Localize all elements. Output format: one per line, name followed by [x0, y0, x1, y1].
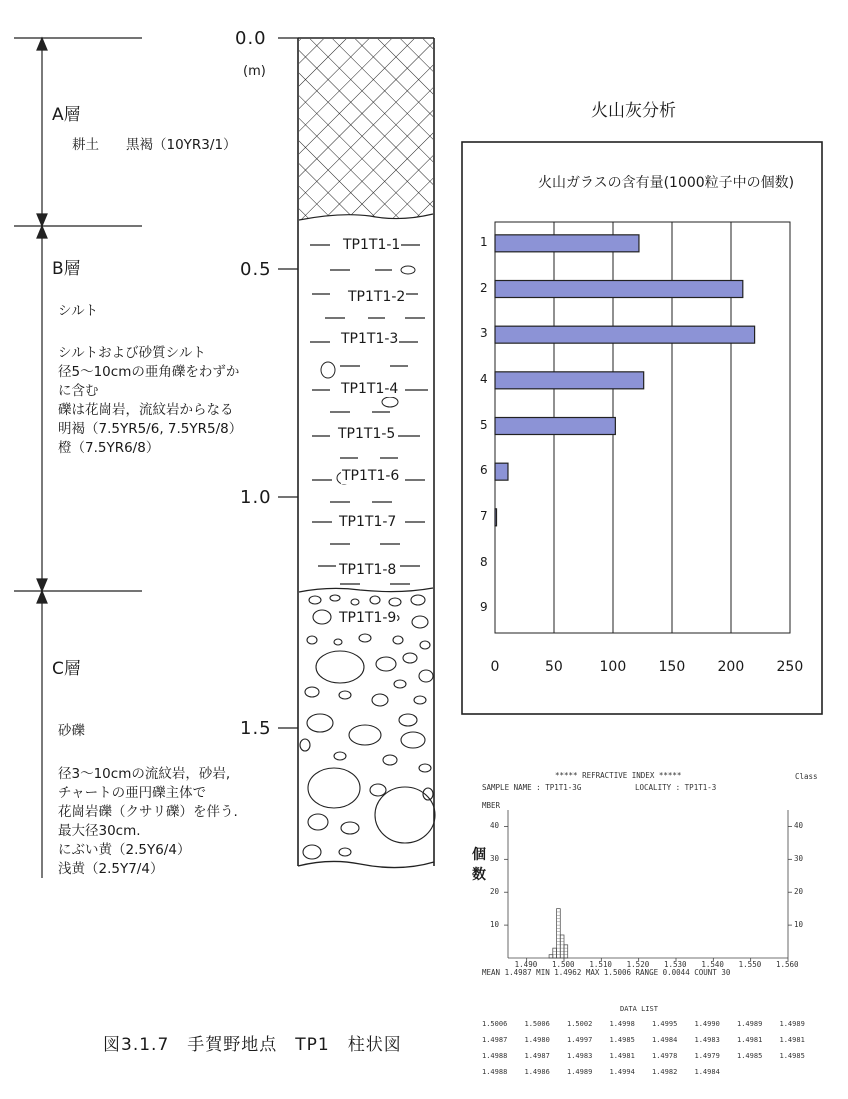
c-layer-desc-3: チャートの亜円礫主体で: [58, 785, 207, 801]
glass-xtick-label: 0: [490, 659, 500, 675]
sample-label-9: TP1T1-9: [339, 610, 397, 626]
b-layer-desc-4: に含む: [58, 383, 99, 399]
analysis-title: 火山灰分析: [591, 101, 676, 121]
data-list-value: 1.4990: [694, 1020, 720, 1028]
glass-chart-title: 火山ガラスの含有量(1000粒子中の個数): [538, 175, 795, 191]
data-list-value: 1.4989: [737, 1020, 763, 1028]
ri-bar: [557, 909, 561, 958]
ri-ylabel-top: MBER: [482, 801, 501, 810]
ri-ytick-label: 30: [490, 854, 500, 864]
glass-xtick-label: 50: [545, 659, 563, 675]
ri-sample-name: SAMPLE NAME : TP1T1-3G: [482, 783, 582, 792]
ri-xtick-label: 1.550: [738, 960, 762, 969]
layer-boundaries: [14, 38, 142, 878]
data-list-value: 1.4988: [482, 1068, 508, 1076]
glass-category-label: 9: [480, 600, 488, 615]
data-list-value: 1.4985: [779, 1052, 805, 1060]
c-layer-gravel: [300, 595, 435, 859]
data-list-value: 1.4994: [609, 1068, 635, 1076]
ri-ytick-label-right: 30: [794, 854, 804, 864]
a-layer-title: A層: [52, 105, 81, 125]
data-list-value: 1.4983: [694, 1036, 720, 1044]
glass-category-label: 8: [480, 554, 488, 569]
b-layer-desc-7: 橙（7.5YR6/8）: [58, 440, 160, 456]
ri-class-label: Class: [795, 772, 818, 781]
depth-unit: (m): [243, 64, 266, 79]
data-list-value: 1.4981: [779, 1036, 805, 1044]
ri-bar: [553, 948, 557, 958]
c-layer-desc-7: 浅黄（2.5Y7/4）: [58, 861, 164, 877]
ri-ytick-label-right: 40: [794, 821, 804, 831]
c-layer-desc-0: 砂礫: [58, 723, 85, 739]
ri-locality: LOCALITY : TP1T1-3: [635, 783, 717, 792]
glass-category-label: 2: [480, 280, 488, 295]
figure-caption: 図3.1.7 手賀野地点 TP1 柱状図: [103, 1035, 402, 1055]
depth-ticks: [278, 38, 298, 728]
data-list-value: 1.4995: [652, 1020, 678, 1028]
b-layer-desc-6: 明褐（7.5YR5/6, 7.5YR5/8）: [58, 421, 243, 437]
c-layer-desc-6: にぶい黄（2.5Y6/4）: [58, 842, 191, 858]
data-list-value: 1.4979: [694, 1052, 720, 1060]
sample-label-8: TP1T1-8: [339, 562, 397, 578]
data-list-value: 1.4987: [524, 1052, 550, 1060]
data-list-value: 1.4981: [737, 1036, 763, 1044]
sample-label-3: TP1T1-3: [341, 331, 399, 347]
ri-ylabel: 個数: [472, 847, 486, 883]
ri-xtick-label: 1.520: [626, 960, 650, 969]
data-list-value: 1.4984: [694, 1068, 720, 1076]
data-list-value: 1.4985: [609, 1036, 635, 1044]
data-list-value: 1.4980: [524, 1036, 550, 1044]
sample-label-5: TP1T1-5: [338, 426, 396, 442]
data-list-value: 1.5006: [524, 1020, 550, 1028]
sample-label-2: TP1T1-2: [348, 289, 406, 305]
ri-xtick-label: 1.560: [776, 960, 799, 969]
glass-category-label: 5: [480, 417, 488, 432]
data-list-value: 1.4997: [567, 1036, 593, 1044]
c-layer-desc-5: 最大径30cm.: [58, 823, 141, 839]
data-list-title: DATA LIST: [620, 1005, 658, 1013]
glass-category-label: 7: [480, 508, 488, 523]
data-list-value: 1.5002: [567, 1020, 593, 1028]
depth-label-10: 1.0: [240, 487, 272, 508]
c-layer-title: C層: [52, 659, 81, 679]
b-layer-desc-5: 礫は花崗岩，流紋岩からなる: [58, 402, 234, 418]
ri-xtick-label: 1.530: [664, 960, 687, 969]
ri-axes: [504, 810, 792, 961]
ri-ytick-label: 20: [490, 887, 500, 897]
glass-bar: [495, 281, 743, 298]
a-layer-hatch: [299, 39, 433, 220]
b-layer-desc-3: 径5～10cmの亜角礫をわずか: [58, 364, 240, 380]
glass-category-label: 6: [480, 463, 488, 478]
data-list-value: 1.4981: [609, 1052, 635, 1060]
ri-xtick-label: 1.510: [589, 960, 612, 969]
data-list-value: 1.4982: [652, 1068, 678, 1076]
depth-label-15: 1.5: [240, 718, 272, 739]
glass-category-label: 4: [480, 371, 488, 386]
sample-label-4: TP1T1-4: [341, 381, 399, 397]
glass-category-label: 3: [480, 326, 488, 341]
c-layer-desc-2: 径3～10cmの流紋岩，砂岩,: [58, 766, 231, 782]
glass-bar: [495, 418, 615, 435]
data-list-value: 1.4989: [567, 1068, 593, 1076]
glass-xtick-label: 250: [776, 659, 804, 675]
data-list-value: 1.4983: [567, 1052, 593, 1060]
data-list-value: 1.4987: [482, 1036, 508, 1044]
b-layer-desc-0: シルト: [58, 303, 99, 319]
ri-bar: [549, 955, 553, 958]
ri-stats: MEAN 1.4987 MIN 1.4962 MAX 1.5006 RANGE 0.0044 COUNT 30: [482, 968, 731, 977]
glass-xtick-label: 150: [658, 659, 686, 675]
depth-label-05: 0.5: [240, 259, 272, 280]
a-layer-desc: 耕土 黒褐（10YR3/1）: [72, 137, 237, 153]
sample-label-6: TP1T1-6: [342, 468, 400, 484]
ri-ytick-label-right: 20: [794, 887, 804, 897]
data-list-value: 1.4986: [524, 1068, 550, 1076]
sample-label-1: TP1T1-1: [343, 237, 401, 253]
b-layer-desc-2: シルトおよび砂質シルト: [58, 345, 206, 361]
c-layer-desc-4: 花崗岩礫（クサリ礫）を伴う.: [58, 804, 238, 820]
glass-bar: [495, 463, 508, 480]
b-layer-title: B層: [52, 259, 81, 279]
glass-xtick-label: 200: [717, 659, 745, 675]
data-list-value: 1.4989: [779, 1020, 805, 1028]
ri-title: ***** REFRACTIVE INDEX *****: [555, 771, 682, 780]
depth-label-0: 0.0: [235, 28, 267, 49]
glass-bar: [495, 509, 497, 526]
glass-xtick-label: 100: [599, 659, 627, 675]
data-list-value: 1.4998: [609, 1020, 635, 1028]
ri-ytick-label: 40: [490, 821, 500, 831]
ri-xtick-label: 1.500: [552, 960, 575, 969]
glass-bar: [495, 372, 644, 389]
data-list-value: 1.4984: [652, 1036, 678, 1044]
ri-ytick-label: 10: [490, 920, 500, 930]
ri-xtick-label: 1.540: [701, 960, 724, 969]
glass-bar: [495, 235, 639, 252]
data-list-value: 1.5006: [482, 1020, 508, 1028]
data-list-value: 1.4988: [482, 1052, 508, 1060]
data-list-value: 1.4985: [737, 1052, 763, 1060]
ri-xtick-label: 1.490: [514, 960, 538, 969]
glass-bar: [495, 326, 755, 343]
ri-ytick-label-right: 10: [794, 920, 804, 930]
glass-category-label: 1: [480, 234, 488, 249]
sample-label-7: TP1T1-7: [339, 514, 397, 530]
data-list-value: 1.4978: [652, 1052, 678, 1060]
ri-bars: [549, 909, 568, 958]
